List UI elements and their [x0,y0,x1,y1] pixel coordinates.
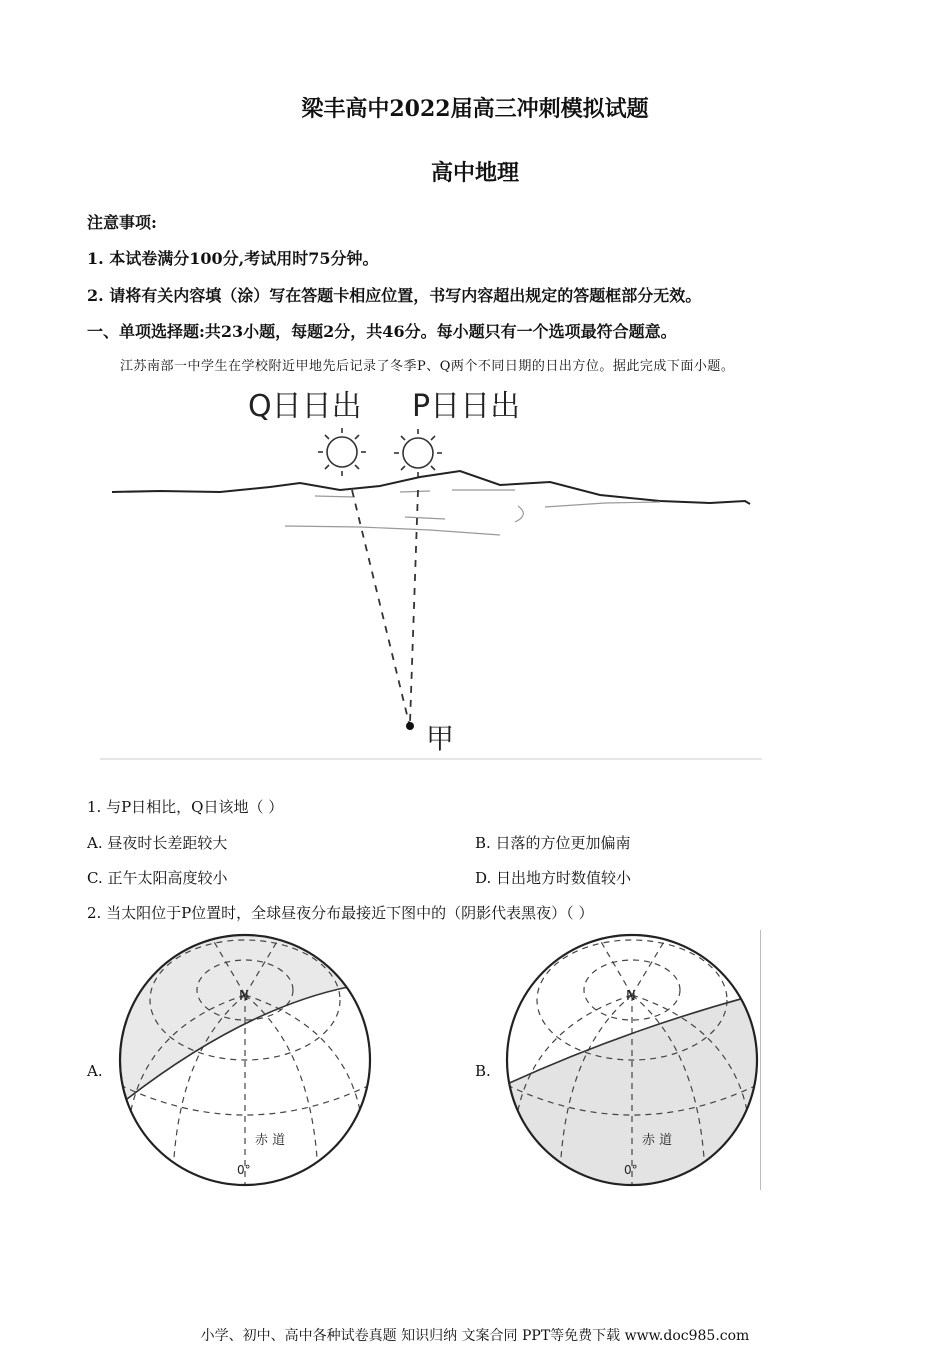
subject-title: 高中地理 [430,160,519,186]
north-label-a: N [239,989,249,1004]
section-heading: 一、单项选择题:共23小题，每题2分，共46分。每小题只有一个选项最符合题意。 [87,322,677,341]
footer-text: 小学、初中、高中各种试卷真题 知识归纳 文案合同 PPT等免费下载 www.doc985.com [200,1328,750,1344]
shoreline-sketch [285,490,660,535]
notice-heading: 注意事项: [87,213,157,232]
question-1-option-a[interactable]: A. 昼夜时长差距较大 [87,834,228,852]
horizon-line [112,471,750,504]
p-sun-icon [394,429,442,477]
globe-option-b [505,930,763,1192]
notice-item-1: 1. 本试卷满分100分,考试用时75分钟。 [87,249,379,268]
question-2-option-b[interactable]: B. [475,1062,491,1080]
question-2-option-a[interactable]: A. [87,1062,103,1080]
meridian-label-b: 0° [624,1163,638,1177]
question-1-option-c[interactable]: C. 正午太阳高度较小 [87,869,228,887]
p-sunrise-label: P日日出 [412,389,521,424]
meridian-label-a: 0° [237,1163,251,1177]
question-1-option-d[interactable]: D. 日出地方时数值较小 [475,869,632,887]
equator-label-a: 赤 道 [255,1133,286,1148]
q-sun-icon [318,428,366,476]
point-jia-label: 甲 [426,722,455,755]
question-1-option-b[interactable]: B. 日落的方位更加偏南 [475,834,631,852]
question-1-stem: 1. 与P日相比，Q日该地（ ） [87,798,284,816]
p-direction-line [410,490,418,723]
equator-label-b: 赤 道 [642,1133,673,1148]
q-direction-line [352,490,409,723]
notice-item-2: 2. 请将有关内容填（涂）写在答题卡相应位置，书写内容超出规定的答题框部分无效。 [87,286,702,305]
page-title: 梁丰高中2022届高三冲刺模拟试题 [301,96,649,122]
north-label-b: N [626,989,636,1004]
globe-option-a [118,930,376,1192]
figure-edge-line [760,930,761,1190]
q-sunrise-label: Q日日出 [248,389,362,424]
section-intro: 江苏南部一中学生在学校附近甲地先后记录了冬季P、Q两个不同日期的日出方位。据此完成下面小题。 [120,359,735,374]
point-jia-marker [406,722,414,730]
question-2-stem: 2. 当太阳位于P位置时，全球昼夜分布最接近下图中的（阴影代表黑夜）（ ） [87,904,594,922]
sunrise-figure [100,380,770,770]
